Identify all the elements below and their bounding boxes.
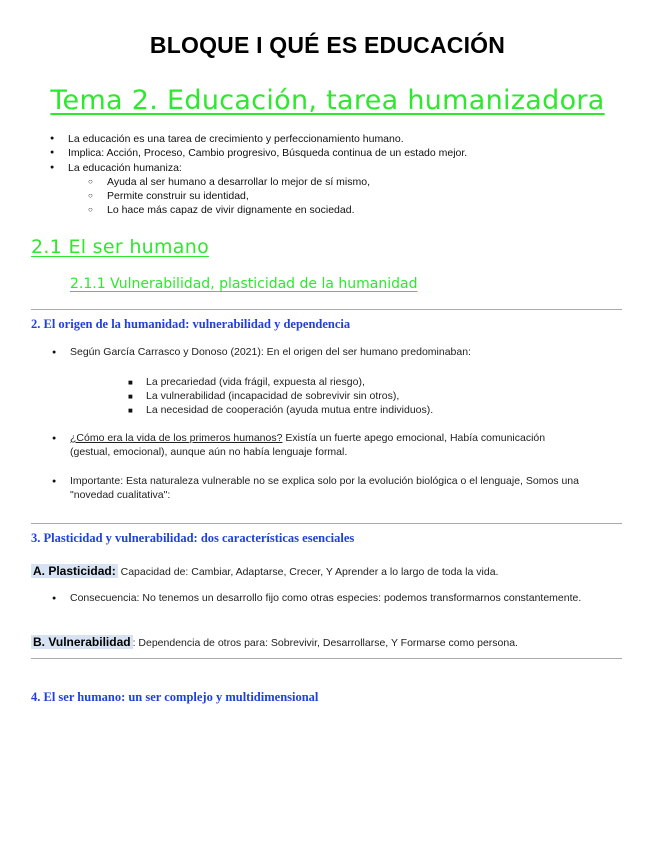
vulnerability-text: Dependencia de otros para: Sobrevivir, Desarrollarse, Y Formarse como persona. — [135, 637, 518, 649]
document-title: BLOQUE I QUÉ ES EDUCACIÓN — [149, 32, 506, 58]
bullet-dot: ● — [52, 595, 57, 602]
divider — [31, 523, 622, 524]
origin-bullet: Según García Carrasco y Donoso (2021): En el origen del ser humano predominaban: — [70, 346, 471, 358]
square-bullet: ■ — [128, 378, 133, 387]
intro-bullet: ● Implica: Acción, Proceso, Cambio progresivo, Búsqueda continua de un estado mejor. — [48, 146, 628, 160]
early-life-bullet — [70, 431, 545, 446]
origin-square-item: La necesidad de cooperación (ayuda mutua entre individuos). — [146, 404, 434, 416]
section-heading-4: 4. El ser humano: un ser complejo y multidimensional — [31, 690, 319, 704]
divider — [31, 309, 622, 310]
topic-subtitle: Tema 2. Educación, tarea humanizadora — [50, 85, 605, 116]
bullet-dot: ● — [52, 435, 57, 442]
intro-bullet: ● La educación es una tarea de crecimiento y perfeccionamiento humano. — [48, 132, 628, 146]
bullet-dot: ● — [52, 349, 57, 356]
origin-square-item: La vulnerabilidad (incapacidad de sobrevivir sin otros), — [146, 390, 400, 402]
plasticity-definition — [31, 564, 498, 580]
bullet-dot: ● — [52, 478, 57, 485]
intro-sub-bullet: ○ Ayuda al ser humano a desarrollar lo mejor de sí mismo, — [48, 175, 628, 189]
plasticity-label: A. Plasticidad: — [33, 564, 116, 578]
intro-sub-bullet: ○ Permite construir su identidad, — [48, 189, 628, 203]
intro-bullet: ● La educación humaniza: — [48, 161, 628, 175]
section-heading-2: 2. El origen de la humanidad: vulnerabilidad y dependencia — [31, 317, 351, 331]
section-heading-2-1: 2.1 El ser humano — [31, 236, 210, 258]
intro-list — [48, 132, 628, 218]
vulnerability-colon: : — [132, 637, 136, 649]
origin-square-item: La precariedad (vida frágil, expuesta al riesgo), — [146, 376, 365, 388]
vulnerability-definition — [31, 635, 518, 651]
important-note: Importante: Esta naturaleza vulnerable no se explica solo por la evolución biológica o el lenguaje, Somos una — [70, 475, 579, 487]
square-bullet: ■ — [128, 392, 133, 401]
important-note-cont: "novedad cualitativa": — [70, 489, 171, 501]
vulnerability-label: B. Vulnerabilidad — [33, 635, 131, 649]
plasticity-consequence: Consecuencia: No tenemos un desarrollo fijo como otras especies: podemos transformarnos constantemente. — [70, 592, 582, 604]
early-life-question: ¿Cómo era la vida de los primeros humanos? — [70, 432, 283, 444]
early-life-answer: Existía un fuerte apego emocional, Había comunicación — [282, 432, 546, 444]
intro-sub-bullet: ○ Lo hace más capaz de vivir dignamente en sociedad. — [48, 203, 628, 217]
early-life-answer-cont: (gestual, emocional), aunque aún no había lenguaje formal. — [70, 446, 348, 458]
section-heading-3: 3. Plasticidad y vulnerabilidad: dos características esenciales — [31, 531, 355, 545]
divider — [31, 658, 622, 659]
section-subheading-2-1-1: 2.1.1 Vulnerabilidad, plasticidad de la humanidad — [70, 276, 418, 292]
plasticity-text: Capacidad de: Cambiar, Adaptarse, Crecer, Y Aprender a lo largo de toda la vida. — [117, 566, 499, 578]
square-bullet: ■ — [128, 406, 133, 415]
